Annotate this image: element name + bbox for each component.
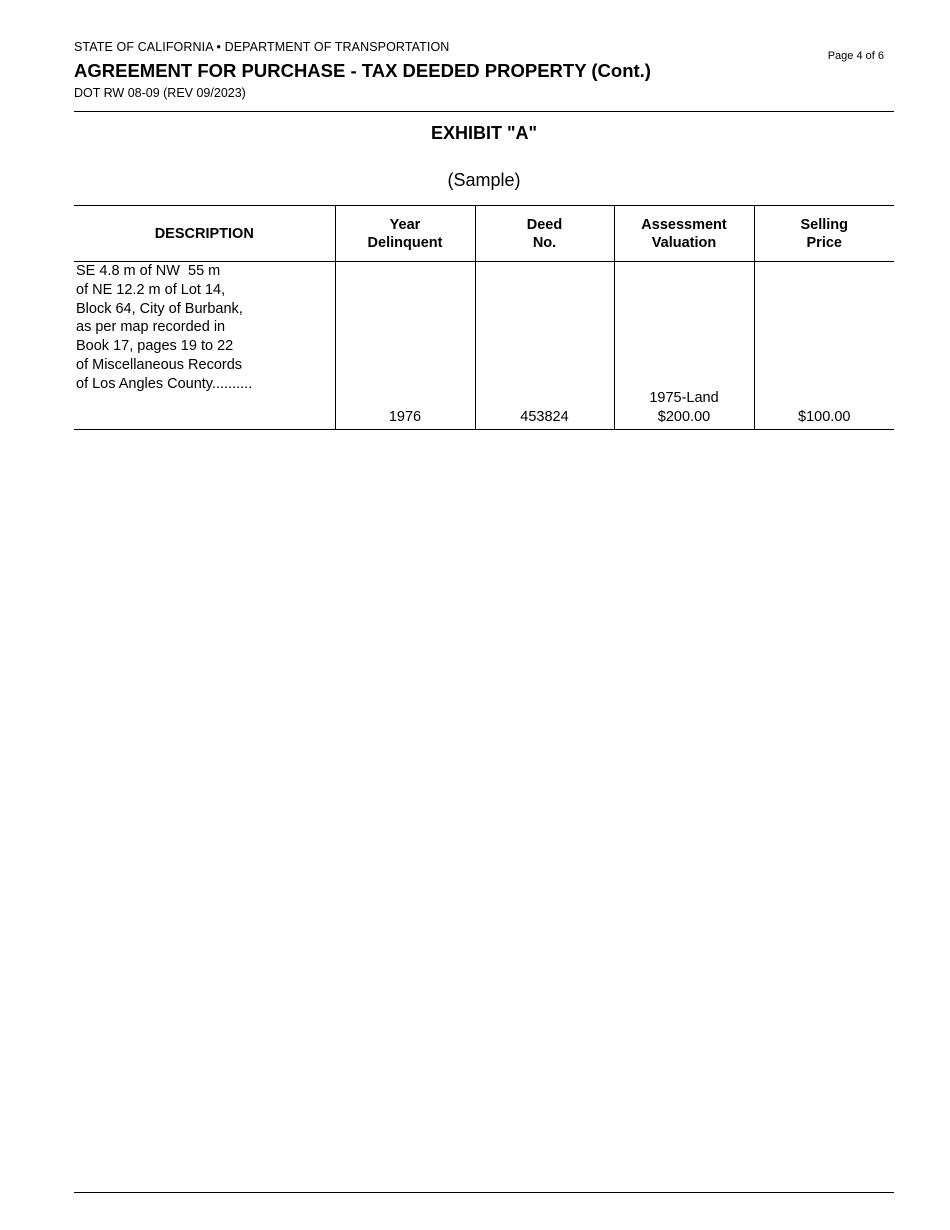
column-header-line: Selling	[800, 216, 849, 233]
description-line: of Miscellaneous Records	[76, 356, 243, 373]
deed-no-cell	[475, 262, 614, 430]
column-header-line: No.	[532, 234, 557, 251]
table-row	[74, 262, 894, 430]
exhibit-title: EXHIBIT "A"	[430, 123, 538, 143]
column-header-line: DESCRIPTION	[154, 225, 254, 242]
description-line: SE 4.8 m of NW 55 m	[76, 263, 221, 279]
description-line: as per map recorded in	[76, 319, 226, 336]
header-divider	[74, 111, 894, 112]
assessment-valuation-line: $200.00	[657, 409, 711, 426]
form-number: DOT RW 08-09 (REV 09/2023)	[74, 86, 246, 100]
year-delinquent-value: 1976	[388, 409, 422, 426]
assessment-valuation-line: 1975-Land	[649, 390, 719, 407]
table-header-row	[74, 206, 894, 262]
column-header-line: Valuation	[651, 234, 717, 251]
assessment-valuation-cell	[614, 262, 754, 430]
column-header-description	[74, 206, 335, 262]
column-header-line: Deed	[526, 216, 563, 233]
selling-price-value: $100.00	[798, 409, 851, 426]
description-line: Book 17, pages 19 to 22	[76, 338, 234, 355]
year-delinquent-cell	[335, 262, 475, 430]
page-number: Page 4 of 6	[827, 50, 884, 62]
column-header-line: Assessment	[641, 216, 727, 233]
column-header-line: Delinquent	[367, 234, 443, 251]
exhibit-subtitle: (Sample)	[447, 170, 521, 190]
description-line: of Los Angles County..........	[76, 375, 253, 392]
column-header-line: Price	[806, 234, 842, 251]
selling-price-cell	[754, 262, 894, 430]
column-header-selling-price	[754, 206, 894, 262]
deed-no-value: 453824	[520, 409, 569, 426]
description-line: of NE 12.2 m of Lot 14,	[76, 281, 226, 298]
column-header-deed-no	[475, 206, 614, 262]
agency-line: STATE OF CALIFORNIA • DEPARTMENT OF TRANSPORTATION	[74, 40, 450, 54]
column-header-line: Year	[389, 216, 421, 233]
column-header-assessment-valuation	[614, 206, 754, 262]
footer-divider	[74, 1192, 894, 1193]
description-line: Block 64, City of Burbank,	[76, 300, 243, 317]
description-cell	[74, 262, 335, 430]
form-title: AGREEMENT FOR PURCHASE - TAX DEEDED PROPERTY (Cont.)	[74, 60, 651, 81]
exhibit-table	[74, 205, 894, 430]
column-header-year-delinquent	[335, 206, 475, 262]
